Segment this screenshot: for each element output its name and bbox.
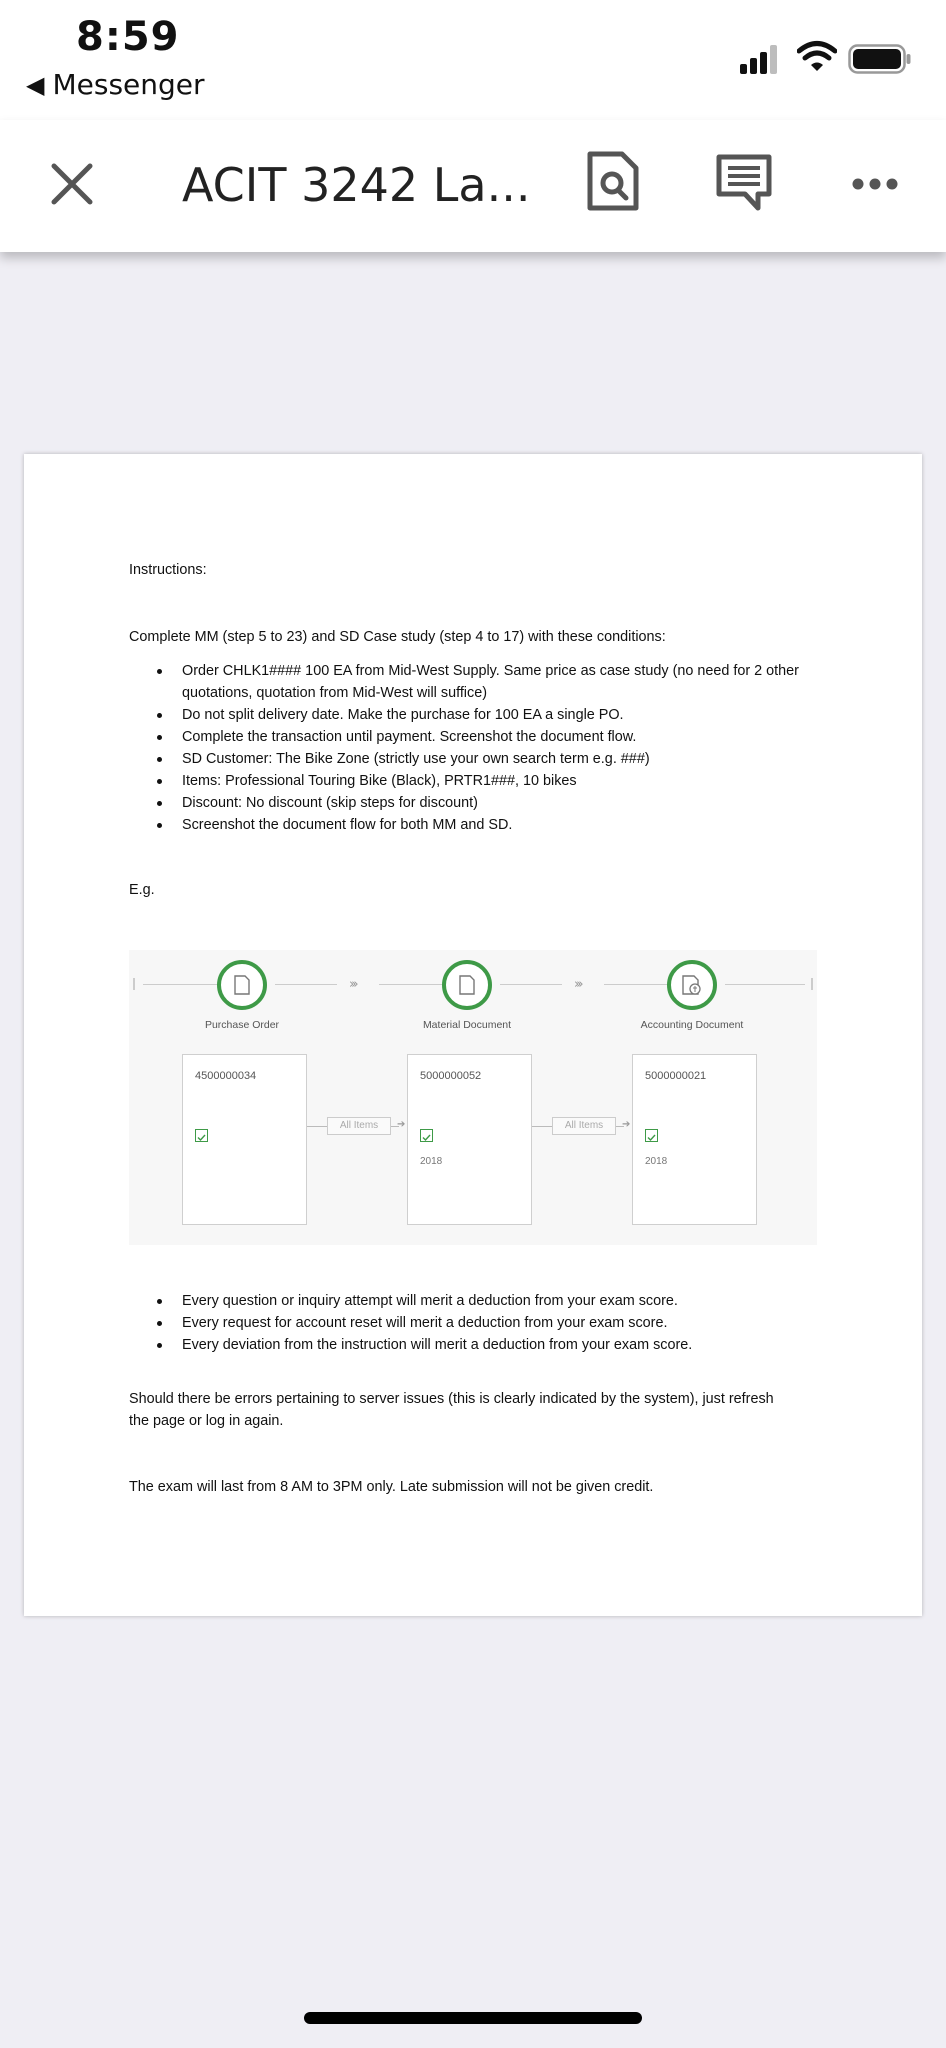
list-item: Screenshot the document flow for both MM and SD. xyxy=(129,814,849,836)
list-item: Every request for account reset will merit a deduction from your exam score. xyxy=(129,1312,849,1334)
flow-node-label: Purchase Order xyxy=(204,1019,280,1031)
list-item: Items: Professional Touring Bike (Black), PRTR1###, 10 bikes xyxy=(129,770,849,792)
flow-node-label: Material Document xyxy=(422,1019,512,1031)
bullet-icon xyxy=(157,779,162,784)
conditions-list xyxy=(129,660,849,836)
bullet-icon xyxy=(157,1343,162,1348)
status-bar xyxy=(0,0,946,120)
bullet-icon xyxy=(157,823,162,828)
document-number: 4500000034 xyxy=(195,1070,257,1082)
fiscal-year: 2018 xyxy=(420,1156,443,1167)
cellular-signal-icon xyxy=(740,44,784,74)
list-item: Do not split delivery date. Make the purchase for 100 EA a single PO. xyxy=(129,704,849,726)
document-title: ACIT 3242 La... xyxy=(182,158,531,212)
link-line xyxy=(307,1126,327,1127)
accounting-document-icon xyxy=(681,974,703,996)
flow-line xyxy=(379,984,442,985)
flow-line xyxy=(604,984,667,985)
document-icon xyxy=(458,975,476,995)
list-item: Complete the transaction until payment. Screenshot the document flow. xyxy=(129,726,849,748)
list-item: Discount: No discount (skip steps for discount) xyxy=(129,792,849,814)
close-icon[interactable] xyxy=(44,156,100,212)
arrow-right-icon: ➔ xyxy=(397,1119,406,1130)
bullet-icon xyxy=(157,1321,162,1326)
bullet-icon xyxy=(157,713,162,718)
back-to-app-link[interactable] xyxy=(26,68,205,101)
check-icon xyxy=(195,1129,208,1142)
comments-icon[interactable] xyxy=(716,154,772,212)
link-line xyxy=(532,1126,552,1127)
wifi-icon xyxy=(797,40,837,72)
bullet-icon xyxy=(157,669,162,674)
flow-line xyxy=(500,984,562,985)
clock: 8:59 xyxy=(76,14,180,60)
list-item: Order CHLK1#### 100 EA from Mid-West Supply. Same price as case study (no need for 2 other quotations, quotation from Mid-West will suffice) xyxy=(129,660,849,704)
instructions-heading: Instructions: xyxy=(129,562,207,578)
flow-line xyxy=(275,984,337,985)
exam-time-note: The exam will last from 8 AM to 3PM only. Late submission will not be given credit. xyxy=(129,1479,654,1495)
flow-start-tick xyxy=(133,978,135,990)
more-options-icon[interactable] xyxy=(852,174,898,194)
all-items-link: All Items xyxy=(327,1117,391,1135)
arrow-right-icon: ➔ xyxy=(622,1119,631,1130)
battery-icon xyxy=(848,44,912,74)
server-note-line-2: the page or log in again. xyxy=(129,1413,284,1429)
purchase-order-card xyxy=(182,1054,307,1225)
flow-chevrons-icon: ››› xyxy=(349,977,356,992)
fiscal-year: 2018 xyxy=(645,1156,668,1167)
home-indicator[interactable] xyxy=(304,2012,642,2024)
list-item: Every deviation from the instruction will merit a deduction from your exam score. xyxy=(129,1334,849,1356)
purchase-order-node xyxy=(217,960,267,1010)
accounting-document-card xyxy=(632,1054,757,1225)
flow-node-label: Accounting Document xyxy=(640,1019,744,1031)
document-icon xyxy=(233,975,251,995)
material-document-card xyxy=(407,1054,532,1225)
top-app-bar xyxy=(0,120,946,252)
bullet-icon xyxy=(157,1299,162,1304)
check-icon xyxy=(420,1129,433,1142)
document-page[interactable] xyxy=(24,454,922,1616)
all-items-link: All Items xyxy=(552,1117,616,1135)
accounting-document-node xyxy=(667,960,717,1010)
example-label: E.g. xyxy=(129,882,155,898)
flow-chevrons-icon: ››› xyxy=(574,977,581,992)
flow-end-tick xyxy=(811,978,813,990)
flow-line xyxy=(725,984,805,985)
check-icon xyxy=(645,1129,658,1142)
back-app-label: Messenger xyxy=(52,68,205,101)
bullet-icon xyxy=(157,735,162,740)
document-number: 5000000052 xyxy=(420,1070,482,1082)
find-in-document-icon[interactable] xyxy=(586,150,640,212)
bullet-icon xyxy=(157,757,162,762)
conditions-intro: Complete MM (step 5 to 23) and SD Case study (step 4 to 17) with these conditions: xyxy=(129,629,666,645)
penalties-list xyxy=(129,1290,849,1356)
back-triangle-icon: ◀ xyxy=(26,70,45,99)
document-number: 5000000021 xyxy=(645,1070,707,1082)
list-item: SD Customer: The Bike Zone (strictly use your own search term e.g. ###) xyxy=(129,748,849,770)
list-item: Every question or inquiry attempt will merit a deduction from your exam score. xyxy=(129,1290,849,1312)
server-note-line-1: Should there be errors pertaining to server issues (this is clearly indicated by the system), just refresh xyxy=(129,1391,774,1407)
bullet-icon xyxy=(157,801,162,806)
document-flow-figure xyxy=(129,950,817,1245)
material-document-node xyxy=(442,960,492,1010)
